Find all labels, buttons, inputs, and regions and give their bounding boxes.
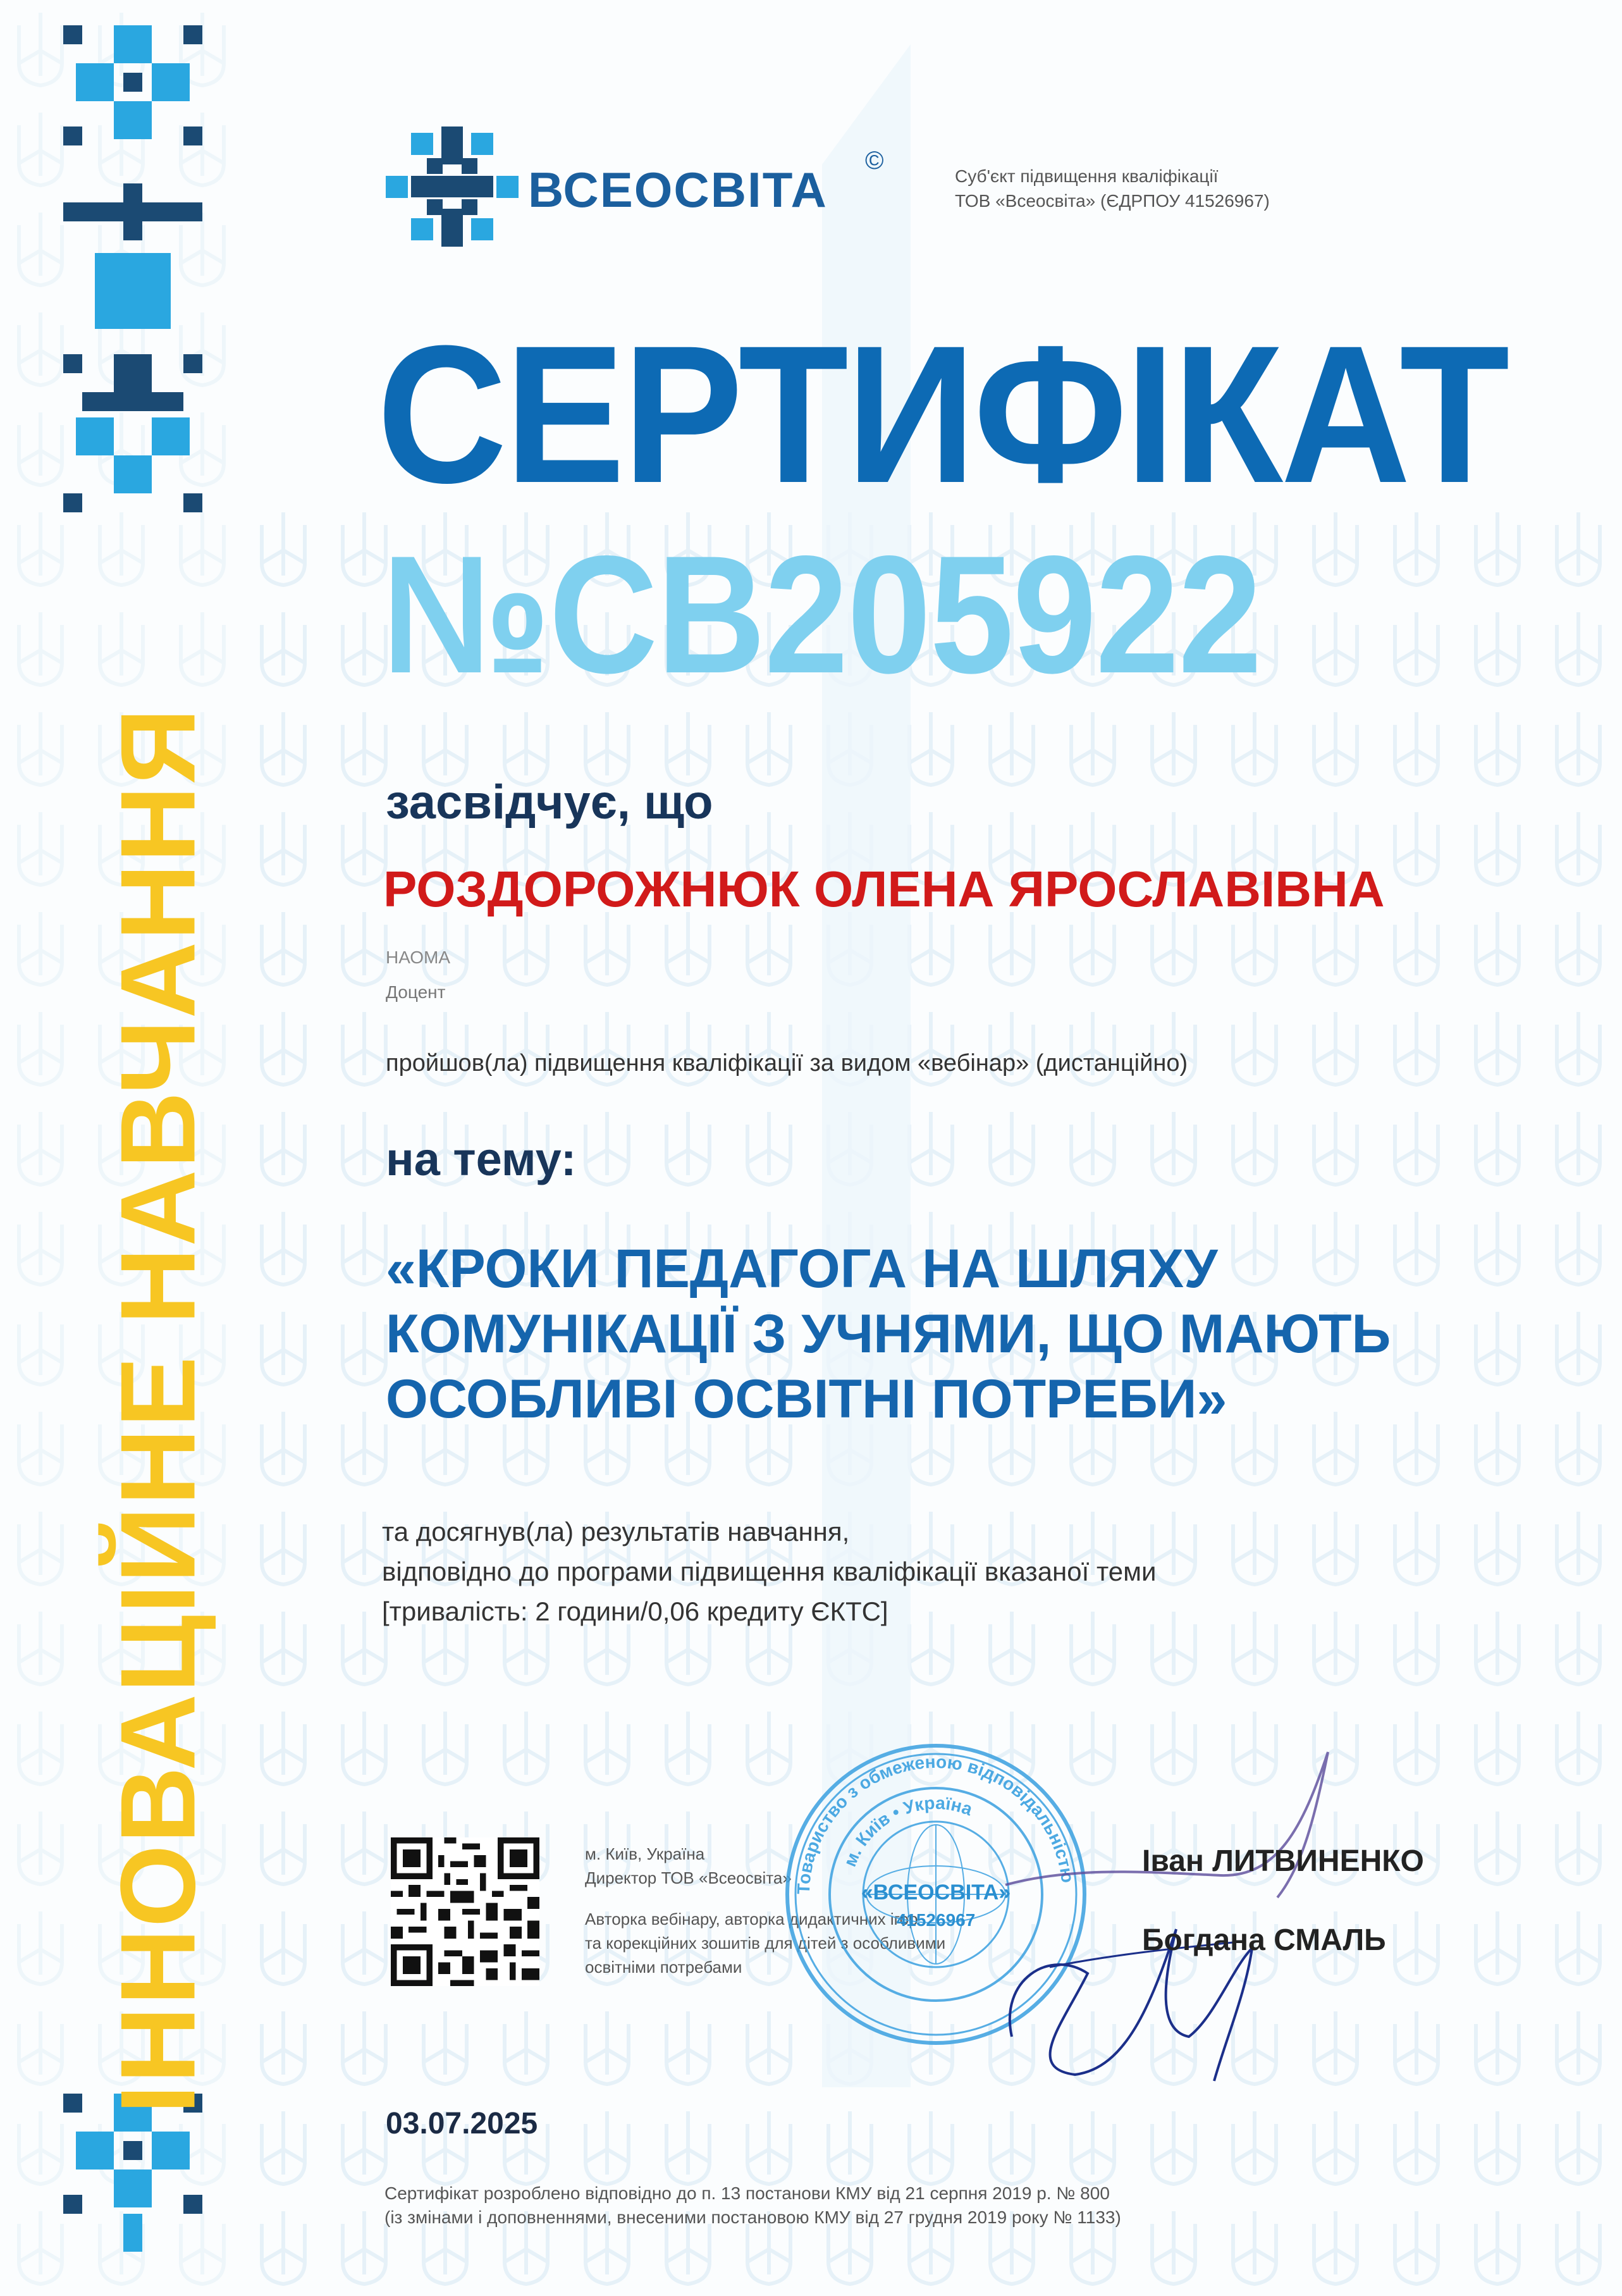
certifies-text: засвідчує, що — [386, 775, 713, 829]
topic-line: КОМУНІКАЦІЇ З УЧНЯМИ, ЩО МАЮТЬ — [386, 1304, 1391, 1365]
director-line: м. Київ, Україна — [585, 1844, 705, 1863]
org-info-line1: Суб'єкт підвищення кваліфікації — [955, 166, 1219, 186]
recipient-name: РОЗДОРОЖНЮК ОЛЕНА ЯРОСЛАВІВНА — [383, 861, 1385, 917]
topic-title — [386, 1237, 1461, 1433]
copyright-mark: © — [865, 147, 884, 175]
certificate-number: №СВ205922 — [382, 521, 1262, 708]
qr-code[interactable] — [391, 1837, 539, 1986]
results-line: та досягнув(ла) результатів навчання, — [382, 1517, 850, 1546]
completion-text: пройшов(ла) підвищення кваліфікації за видом «вебінар» (дистанційно) — [386, 1050, 1188, 1077]
topic-line: «КРОКИ ПЕДАГОГА НА ШЛЯХУ — [386, 1238, 1218, 1299]
logo-wordmark: ВСЕОСВІТА — [528, 162, 828, 218]
footer-line1: Сертифікат розроблено відповідно до п. 13 постанови КМУ від 21 серпня 2019 р. № 800 — [384, 2183, 1110, 2203]
author-line: Авторка вебінару, авторка дидактичних ігор — [585, 1910, 918, 1929]
results-text — [382, 1512, 1156, 1631]
stamp-code-text: 41526967 — [896, 1910, 976, 1930]
certificate-title: СЕРТИФІКАТ — [377, 304, 1508, 524]
handwritten-signatures — [949, 1739, 1518, 2087]
director-line: Директор ТОВ «Всеосвіта» — [585, 1868, 792, 1887]
topic-line: ОСОБЛИВІ ОСВІТНІ ПОТРЕБИ» — [386, 1369, 1227, 1430]
results-line: [тривалість: 2 години/0,06 кредиту ЄКТС] — [382, 1596, 888, 1626]
director-name: Іван ЛИТВИНЕНКО — [1142, 1844, 1424, 1878]
footer-line2: (із змінами і доповненнями, внесеними постановою КМУ від 27 грудня 2019 року № 1133) — [384, 2207, 1121, 2227]
stamp-outer-text: Товариство з обмеженою відповідальністю — [793, 1751, 1078, 1895]
stamp-city-text: м. Київ • Україна — [840, 1793, 975, 1870]
recipient-organization: НАОМА — [386, 947, 451, 967]
topic-label: на тему: — [386, 1133, 577, 1185]
side-banner — [25, 0, 240, 2296]
org-info-line2: ТОВ «Всеосвіта» (ЄДРПОУ 41526967) — [955, 191, 1270, 211]
results-line: відповідно до програми підвищення кваліфікації вказаної теми — [382, 1557, 1157, 1586]
vseosvita-logo-icon — [386, 127, 519, 247]
issue-date: 03.07.2025 — [386, 2107, 538, 2140]
side-banner-text: ІННОВАЦІЙНЕ НАВЧАННЯ — [98, 707, 218, 2114]
stamp-center-text: «ВСЕОСВІТА» — [861, 1880, 1011, 1904]
recipient-position: Доцент — [386, 982, 446, 1002]
author-line: освітніми потребами — [585, 1957, 742, 1977]
author-name: Богдана СМАЛЬ — [1142, 1923, 1386, 1957]
author-line: та корекційних зошитів для дітей з особливими — [585, 1934, 946, 1953]
